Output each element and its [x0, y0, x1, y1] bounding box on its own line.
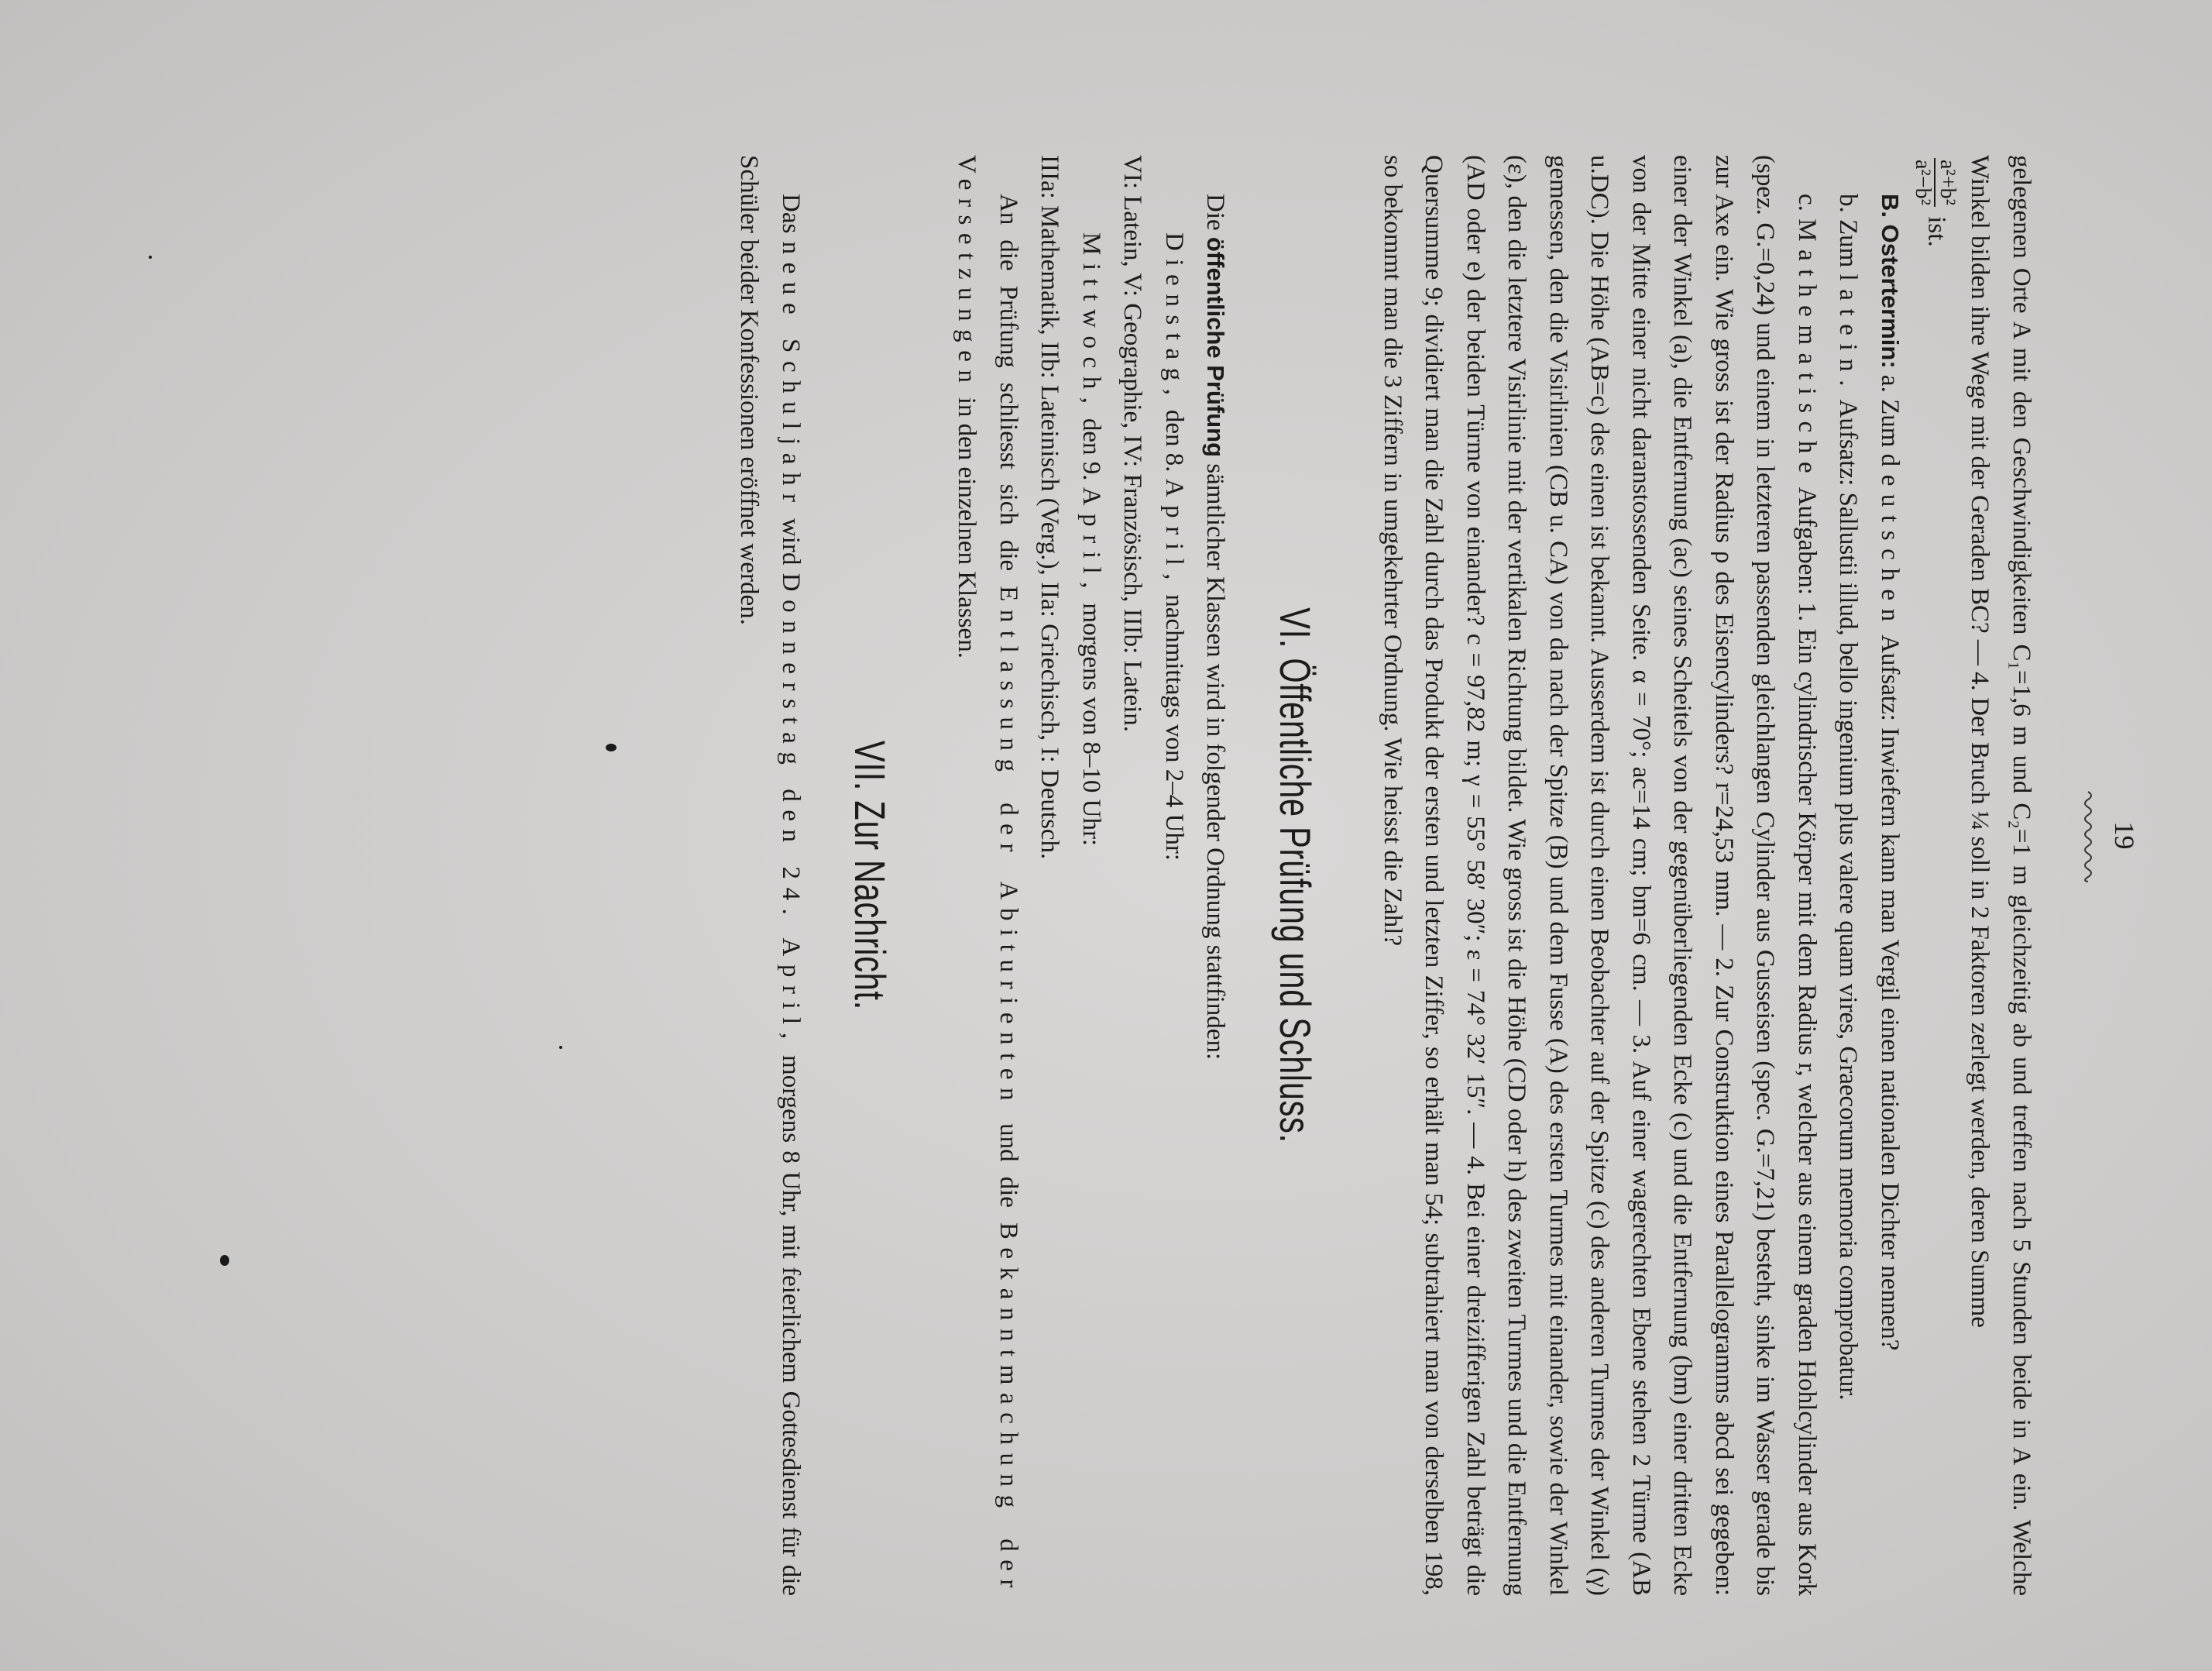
ink-speck: [220, 1255, 229, 1266]
paragraph-ostertermin: B. Ostertermin: a. Zum deutschen Aufsatz: Inwiefern kann man Vergil einen nationalen Dichter nennen?: [1876, 194, 1904, 1351]
paragraph-mittwoch: Mittwoch, den 9. April, morgens von 8–10 Uhr:: [1077, 232, 1105, 847]
fraction-line: a²+b² a²−b² ist.: [1911, 160, 1960, 247]
section-heading-vii: VII. Zur Nachricht.: [846, 741, 895, 1010]
section-heading-vi: VI. Öffentliche Prüfung und Schluss.: [1271, 607, 1321, 1143]
paragraph-pruefung: Die öffentliche Prüfung sämtlicher Klassen wird in folgender Ordnung stattfinden:: [1201, 194, 1230, 1061]
page-number: 19: [2109, 821, 2140, 850]
page-text: [728, 155, 2042, 1596]
fraction: a²+b² a²−b²: [1911, 160, 1960, 206]
ink-speck: [559, 1046, 562, 1049]
paragraph-latein: b. Zum latein. Aufsatz: Sallustii illud, bello ingenium plus valere quam vires, Graecorum memoria comprobatur.: [1834, 194, 1863, 1401]
paragraph-schuljahr: Das neue Schuljahr wird Donnerstag den 24. April, morgens 8 Uhr, mit feierlichem Gottesdienst für die Schüler beider Konfessionen eröffnet werden.: [735, 155, 805, 1597]
paragraph-entlassung: An die Prüfung schliesst sich die Entlassung der Abiturienten und die Bekanntmachung der Versetzungen in den einzelnen Klassen.: [953, 155, 1022, 1596]
paragraph-dienstag: Dienstag, den 8. April, nachmittags von 2–4 Uhr:: [1160, 232, 1188, 861]
wavy-rule: [2080, 790, 2096, 883]
paragraph-mathematik: c. Mathematische Aufgaben: 1. Ein cylindrischer Körper mit dem Radius r, welcher aus einem graden Hohlcylinder aus Kork (spez. G.=0,24) und einem in letzteren passenden gleichlangen Cylinder aus Gusseisen (spec. G.=7,21) besteht, sinke im Wasser gerade bis zur Axe ein. Wie gross ist der Radius ρ des Eisencylinders? r=24,53 mm. — 2. Zur Construktion eines Parallelogramms abcd sei gegeben: einer der Winkel (a), die Entfernung (ac) seines Scheitels von der gegenüberliegenden Ecke (c) und die Entfernung (bm) einer dritten Ecke von der Mitte einer nicht daranstossenden Seite. α = 70°; ac=14 cm; bm=6 cm. — 3. Auf einer wagerechten Ebene stehen 2 Türme (AB u.DC). Die Höhe (AB=c) des einen ist bekannt. Ausserdem ist durch einen Beobachter auf der Spitze (c) des anderen Turmes der Winkel (γ) gemessen, den die Visirlinien (CB u. CA) von da nach der Spitze (B) und dem Fusse (A) des ersten Turmes mit einander, sowie der Winkel (ε), den die letztere Visirlinie mit der vertikalen Richtung bildet. Wie gross ist die Höhe (CD oder h) des zweiten Turmes und die Entfernung (AD oder e) der beiden Türme von einander? c = 97,82 m; γ = 55° 58′ 30″; ε = 74° 32′ 15″. — 4. Bei einer dreizifferigen Zahl beträgt die Quersumme 9; dividiert man die Zahl durch das Produkt der ersten und letzten Ziffer, so erhält man 54; subtrahiert man von derselben 198, so bekommt man die 3 Ziffern in umgekehrter Ordnung. Wie heisst die Zahl?: [1379, 155, 1821, 1597]
paragraph-schedule-dienstag: VI: Latein, V: Geographie, IV: Französisch, IIIb: Latein.: [1118, 155, 1147, 733]
ink-speck: [606, 744, 617, 751]
paragraph-continued: gelegenen Orte A mit den Geschwindigkeiten C₁=1,6 m und C₂=1 m gleichzeitig ab und treffen nach 5 Stunden beide in A ein. Welche Winkel bilden ihre Wege mit der Geraden BC? — 4. Der Bruch ¼ soll in 2 Faktoren zerlegt werden, deren Summe: [1966, 155, 2035, 1596]
ink-speck: [149, 256, 152, 259]
paragraph-schedule-mittwoch: IIIa: Mathematik, IIb: Lateinisch (Verg.), IIa: Griechisch, I: Deutsch.: [1036, 155, 1064, 860]
